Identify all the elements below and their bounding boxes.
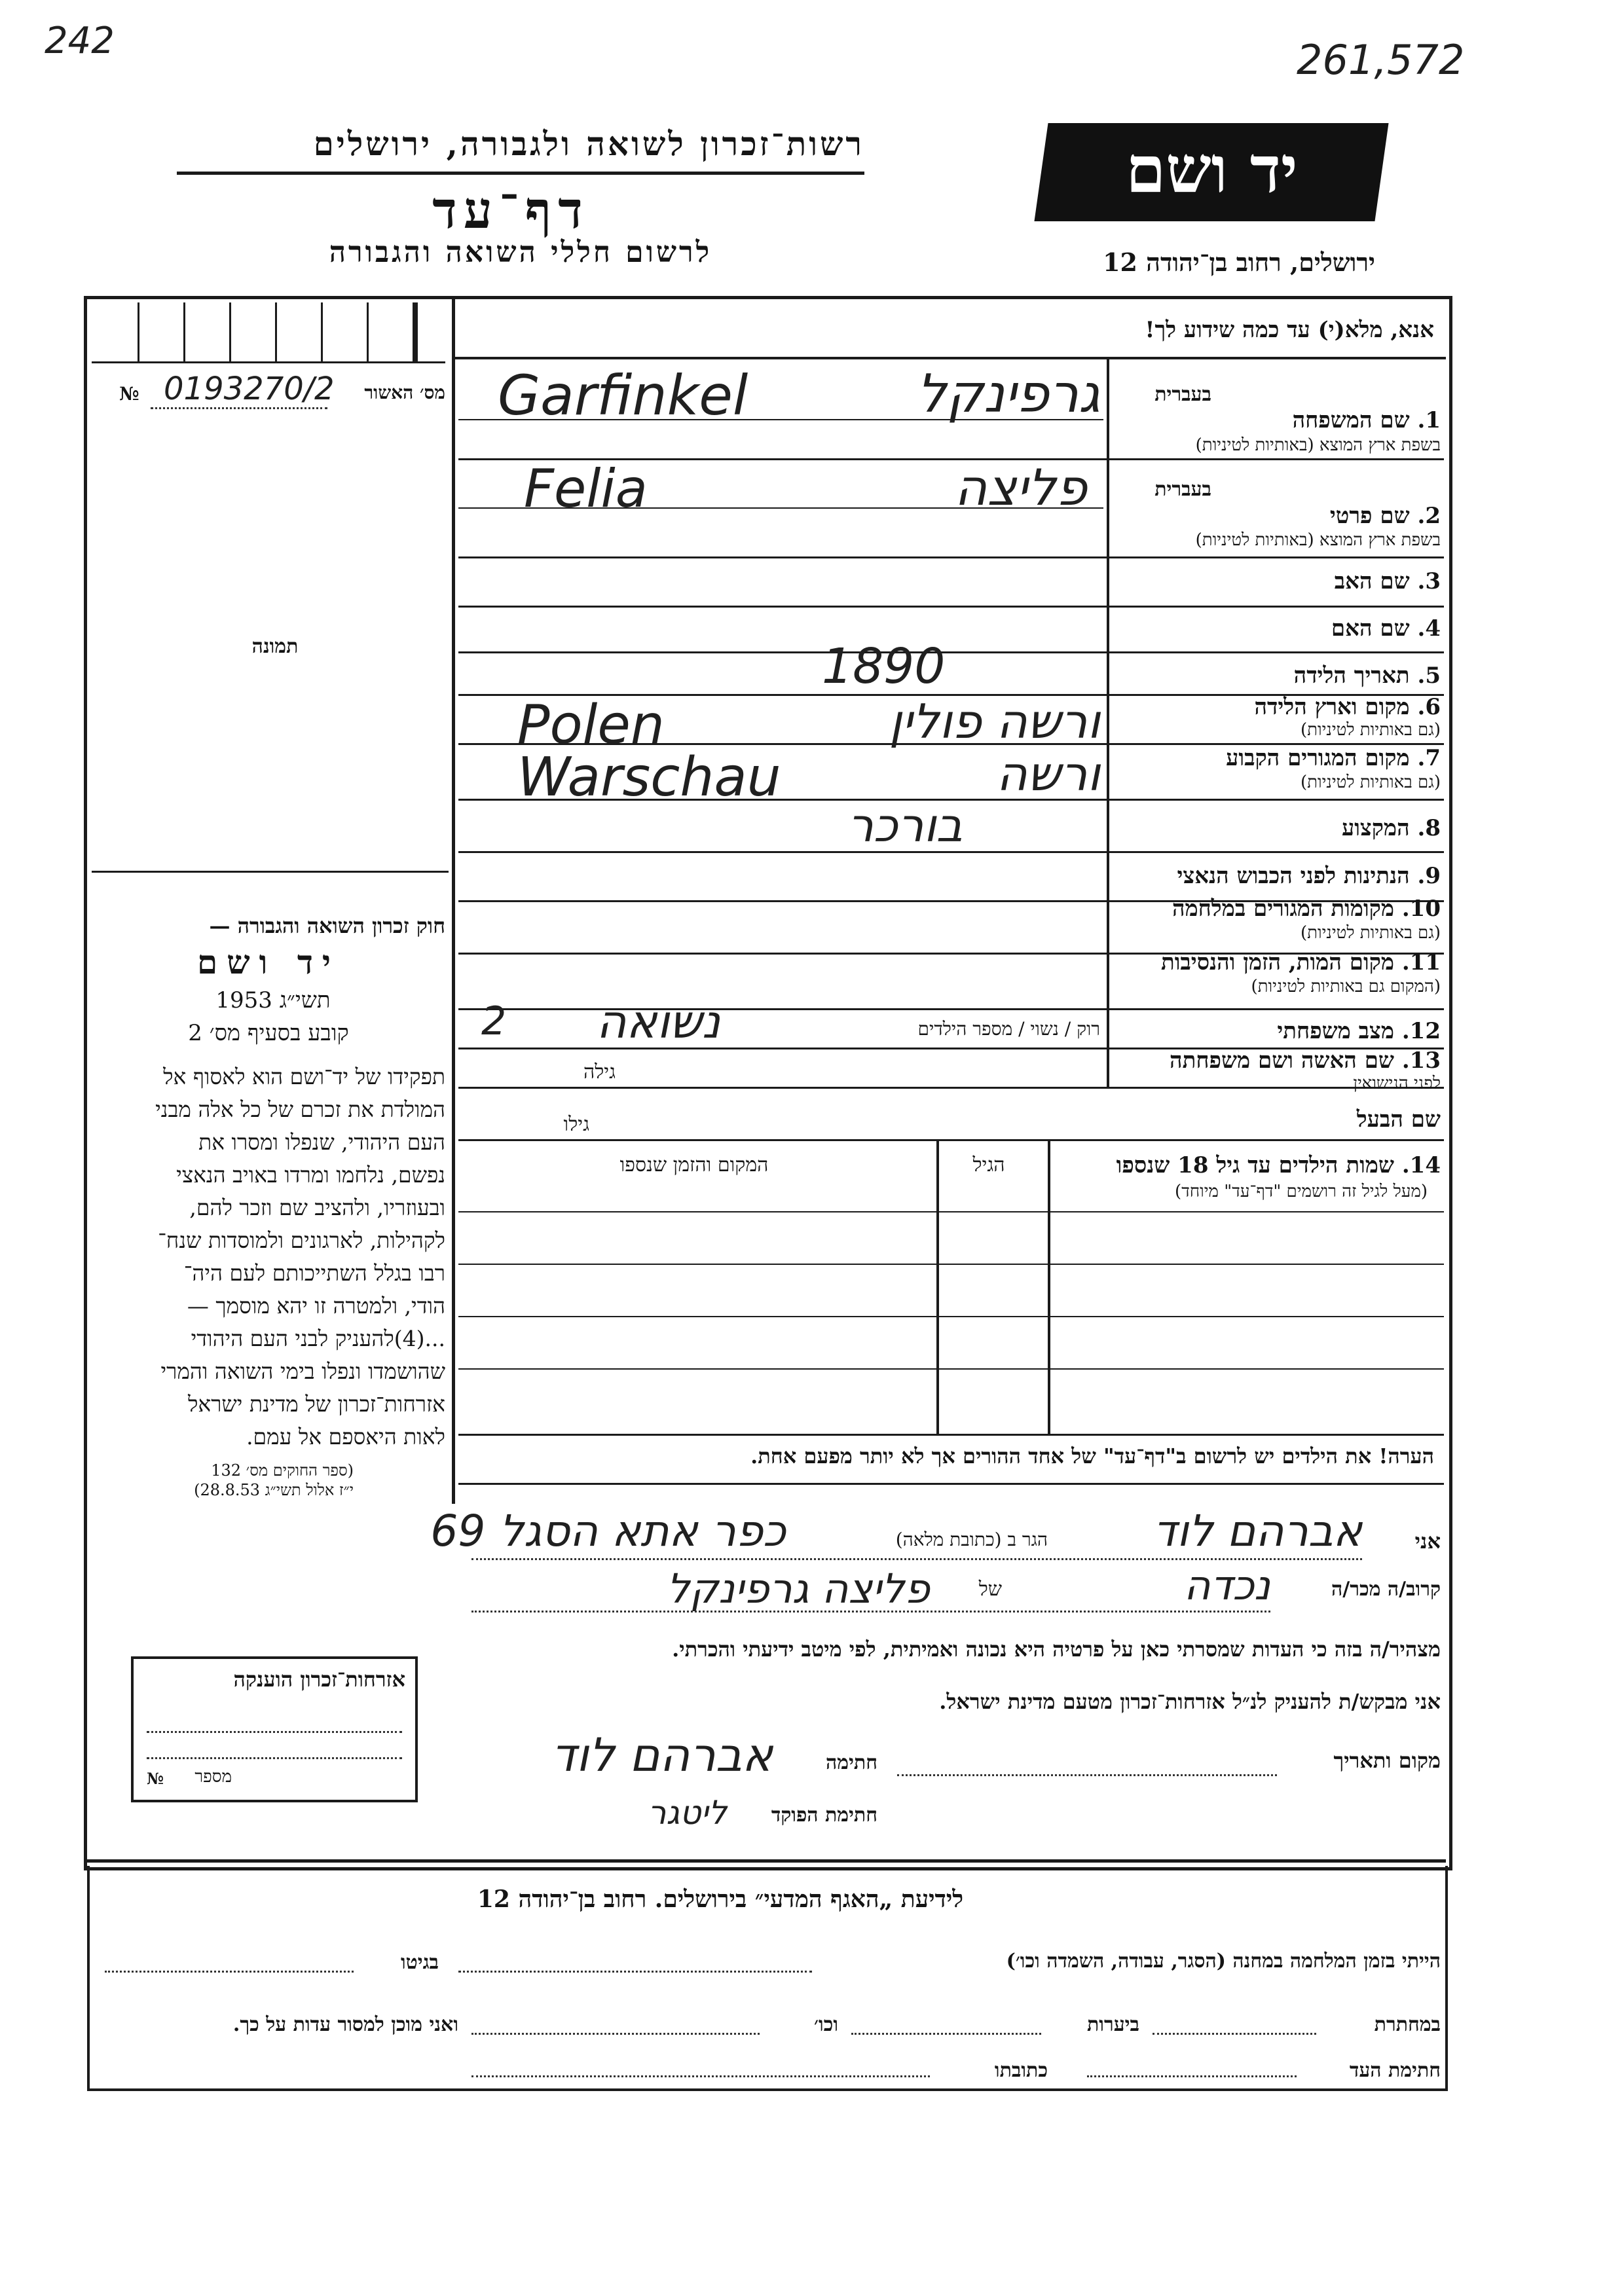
law-clause: קובע בסעיף מס׳ 2 xyxy=(188,1020,349,1046)
hw-relation: נכדה xyxy=(1184,1561,1270,1609)
hw-profession: בורכר xyxy=(847,799,963,852)
field-label-nationality: 9. הנתינות לפני הכבוש הנאצי xyxy=(1177,863,1441,889)
law-line-3: העם היהודי, שנפלו ומסרו את xyxy=(198,1129,445,1155)
law-year: 1953 xyxy=(215,987,272,1013)
hw-marital-status: נשואה xyxy=(596,995,720,1049)
citizenship-no-symbol: № xyxy=(147,1769,164,1788)
stamp-number-line xyxy=(151,407,327,409)
place-date-label: מקום ותאריך xyxy=(1333,1748,1441,1773)
law-line-12: לאות היאספם אל עמם. xyxy=(246,1424,445,1449)
law-source-2: י״ז אלול תשי״ג 28.8.53) xyxy=(194,1481,354,1499)
law-line-10: שהושמדו ונפלו בימי השואה והמרי xyxy=(160,1358,445,1384)
reference-number-mark: 261,572 xyxy=(1297,36,1465,84)
field-sub-wartime-residence: (גם באותיות לטיניות) xyxy=(1300,923,1441,943)
field-label-birth-date: 5. תאריך הלידה xyxy=(1293,663,1441,689)
field-label-father: 3. שם האב xyxy=(1334,568,1441,594)
field-sub-surname: בשפת ארץ המוצא (באותיות לטיניות) xyxy=(1195,435,1441,455)
law-line-11: אזרחות־זכרון של מדינת ישראל xyxy=(187,1391,445,1417)
hw-first-name-hebrew: פליצה xyxy=(954,458,1087,517)
footer-camp-line: הייתי בזמן המלחמה במחנה (הסגר, עבודה, השמדה וכו׳) xyxy=(1006,1950,1441,1973)
intro-rule xyxy=(455,357,1446,359)
footer-ready: ואני מוכן למסור עדות על כך. xyxy=(232,2013,458,2036)
children-col-age: הגיל xyxy=(972,1154,1005,1176)
footer-top-rule xyxy=(87,1859,1446,1863)
hw-surname-hebrew: גרפינקל xyxy=(916,363,1100,424)
hw-birth-year: 1890 xyxy=(822,638,946,695)
hw-birth-place-latin: Polen xyxy=(517,694,665,756)
left-panel-divider xyxy=(452,299,455,1504)
field-sub-death-place: (המקום גם באותיות לטיניות) xyxy=(1251,977,1441,996)
yad-vashem-logo xyxy=(1034,123,1388,221)
hw-witness-address: כפר אתא הסגל 69 xyxy=(430,1506,786,1556)
footer-address-field[interactable] xyxy=(471,2075,930,2077)
children-col-place-time: המקום והזמן שנספו xyxy=(619,1154,769,1176)
field-sub-residence: (גם באותיות לטיניות) xyxy=(1300,773,1441,792)
field-label-wife-name: 13. שם האשה ושם משפחתה xyxy=(1170,1048,1441,1074)
law-year-row xyxy=(92,987,445,1013)
hw-signature: אברהם לוד xyxy=(551,1728,773,1782)
hw-residence-hebrew: ורשה xyxy=(996,746,1100,801)
field-label-birth-place: 6. מקום וארץ הלידה xyxy=(1254,694,1441,720)
stamp-box-row xyxy=(92,302,445,363)
law-line-4: נפשם, נלחמו ומרדו באויב הנאצי xyxy=(176,1162,445,1188)
declaration-statement: מצהיר/ה בזה כי העדות שמסרתי כאן על פרטיה היא נכונה ואמיתית, לפי מיטב ידיעתי והכרתי. xyxy=(672,1637,1441,1662)
hw-first-name-latin: Felia xyxy=(524,458,648,519)
declaration-of-label: של xyxy=(978,1578,1002,1601)
husband-first-name-label: גילו xyxy=(563,1113,589,1136)
authority-line: רשות־זכרון לשואה ולגבורה, ירושלים xyxy=(313,124,864,163)
field-label-wartime-residence: 10. מקומות המגורים במלחמה xyxy=(1172,896,1441,922)
children-remark: הערה! את הילדים יש לרשום ב"דף־עד" של אחד ההורים אך לא יותר מפעם אחת. xyxy=(750,1444,1434,1468)
hw-children-count: 2 xyxy=(481,998,507,1044)
footer-underground-field[interactable] xyxy=(1153,2033,1316,2035)
approval-number-label: מס׳ האשור xyxy=(364,382,445,403)
field-label-profession: 8. המקצוע xyxy=(1341,815,1441,841)
place-date-line[interactable] xyxy=(897,1774,1277,1776)
footer-title: לידיעת „האגף המדעי״ בירושלים. רחוב בן־יהודה 12 xyxy=(477,1886,964,1913)
hw-residence-latin: Warschau xyxy=(517,746,781,809)
footer-camp-field[interactable] xyxy=(458,1971,812,1973)
header-rule xyxy=(177,172,864,175)
footer-witness-sign: חתימת העד xyxy=(1349,2059,1441,2082)
stamp-number: 0193270/2 xyxy=(164,371,335,407)
field-label-surname: 1. שם המשפחה xyxy=(1292,407,1441,433)
field-sub-birth-place: (גם באותיות לטיניות) xyxy=(1300,720,1441,740)
page-number-mark: 242 xyxy=(45,20,115,62)
law-line-9: ...(4)להעניק לבני העם היהודי xyxy=(191,1326,445,1351)
footer-ghetto: בגיטו xyxy=(400,1951,439,1974)
law-line-7: רבו בגלל השתייכותם לעם היה־ xyxy=(183,1260,445,1286)
law-source-1: (ספר החוקים מס׳ 132 xyxy=(211,1461,354,1480)
hw-surname-latin: Garfinkel xyxy=(498,363,748,428)
citizenship-number-label: מספר xyxy=(194,1767,232,1787)
field-label-marital-status: 12. מצב משפחתי xyxy=(1277,1018,1441,1044)
footer-underground: במחתרת xyxy=(1374,2013,1441,2036)
field-label-mother: 4. שם האם xyxy=(1331,615,1441,642)
field-label-husband-name: שם הבעל xyxy=(1356,1106,1441,1133)
field-label-death-place: 11. מקום המות, הזמן והנסיבות xyxy=(1160,949,1441,975)
declaration-i: אני xyxy=(1414,1529,1441,1554)
signature-label: חתימה xyxy=(826,1751,877,1774)
children-note: (מעל לגיל זה רושמים "דף־עד" מיוחד) xyxy=(1175,1182,1428,1201)
logo-text: יד ושם xyxy=(1126,132,1298,208)
hw-officer-signature: ליטגר xyxy=(648,1794,727,1832)
photo-label: תמונה xyxy=(251,635,299,658)
hw-relative-name: פליצה גרפינקל xyxy=(666,1565,930,1613)
header-address: ירושלים, רחוב בן־יהודה 12 xyxy=(1103,247,1375,277)
stamp-no-symbol: № xyxy=(119,383,139,405)
declaration-address-label: הגר ב (כתובת מלאה) xyxy=(895,1529,1048,1550)
footer-ghetto-field[interactable] xyxy=(105,1971,354,1973)
field-sub-first-name: בשפת ארץ המוצא (באותיות לטיניות) xyxy=(1195,530,1441,550)
officer-signature-label: חתימת הפוקד xyxy=(771,1804,877,1827)
children-title: 14. שמות הילדים עד גיל 18 שנספו xyxy=(1116,1152,1441,1178)
law-name: יד ושם xyxy=(197,943,340,981)
field-sub-wife-name: לפני הנישואין xyxy=(1353,1074,1441,1093)
law-line-5: ובעוזריו, ולהציב שם וזכר להם, xyxy=(189,1195,445,1220)
footer-etc: וכו׳ xyxy=(814,2013,838,2036)
form-subtitle: לרשום חללי השואה והגבורה xyxy=(329,236,712,269)
form-intro: אנא, מלא(י) עד כמה שידוע לך! xyxy=(1145,317,1434,343)
hw-witness-name: אברהם לוד xyxy=(1153,1506,1362,1556)
marital-options: רוק / נשוי / מספר הילדים xyxy=(917,1018,1100,1040)
law-line-6: לקהילות, לארגונים ולמוסדות שנח־ xyxy=(158,1228,445,1253)
footer-forests: ביערות xyxy=(1086,2013,1139,2036)
declaration-request: אני מבקש/ת להעניק לנ״ל אזרחות־זכרון מטעם מדינת ישראל. xyxy=(939,1689,1441,1714)
citizenship-title: אזרחות־זכרון הוענקה xyxy=(233,1667,405,1692)
citizenship-box xyxy=(131,1656,418,1802)
law-line-2: המולדת את זכרם של כל אלה מבני xyxy=(155,1097,445,1122)
form-title: דף־עד xyxy=(432,181,589,240)
footer-address: כתובתו xyxy=(994,2059,1048,2082)
field-label-residence: 7. מקום המגורים הקבוע xyxy=(1226,745,1441,771)
in-hebrew-label-2: בעברית xyxy=(1154,478,1211,501)
field-label-first-name: 2. שם פרטי xyxy=(1329,503,1441,529)
declaration-relation-label: קרוב/ה מכר/ה xyxy=(1331,1578,1441,1601)
label-column-divider xyxy=(1107,357,1109,1087)
law-year-hebrew: תשי״ג xyxy=(279,987,331,1013)
footer-witness-sign-field[interactable] xyxy=(1087,2075,1297,2077)
footer-etc-field[interactable] xyxy=(471,2033,760,2035)
in-hebrew-label-1: בעברית xyxy=(1154,383,1211,406)
law-title: חוק זכרון השואה והגבורה — xyxy=(209,913,445,938)
law-line-8: הודי, ולמטרה זו יהא מוסמך — xyxy=(187,1293,445,1319)
hw-birth-place-hebrew: ורשה פולין xyxy=(889,694,1100,749)
footer-forests-field[interactable] xyxy=(851,2033,1041,2035)
law-line-1: תפקידו של יד־ושם הוא לאסוף אל xyxy=(163,1064,445,1089)
wife-first-name-label: גילה xyxy=(583,1061,616,1084)
